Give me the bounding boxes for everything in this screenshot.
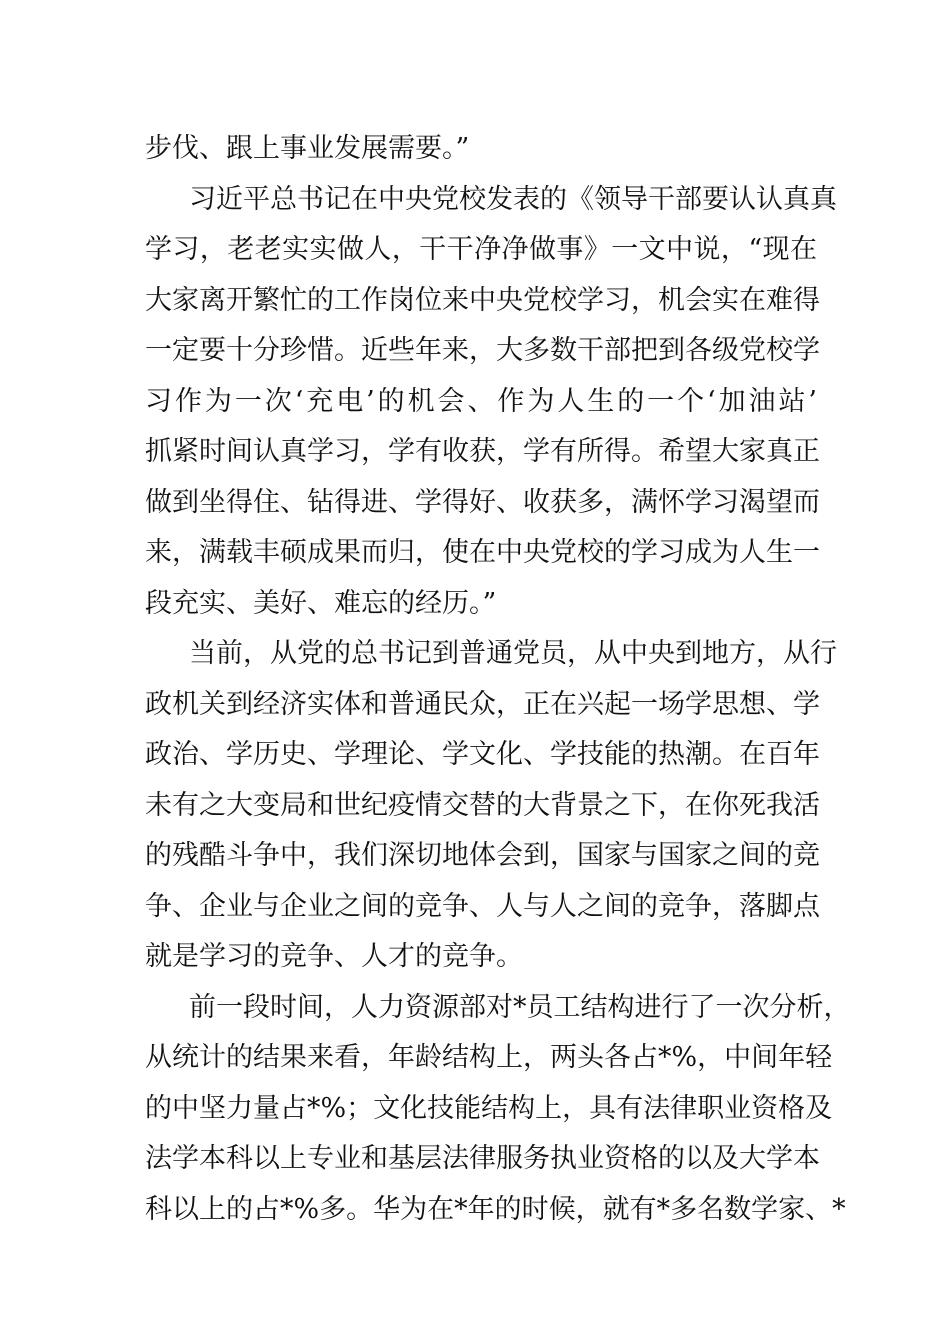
text-line: 来，满载丰硕成果而归，使在中央党校的学习成为人生一 [145,537,820,568]
text-line: 步伐、跟上事业发展需要。” [145,133,470,164]
text-line: 做到坐得住、钻得进、学得好、收获多，满怀学习渴望而 [145,486,820,518]
text-line: 大家离开繁忙的工作岗位来中央党校学习，机会实在难得 [145,284,820,316]
text-line: 的残酷斗争中，我们深切地体会到，国家与国家之间的竞 [145,840,820,871]
text-line: 未有之大变局和世纪疫情交替的大背景之下，在你死我活 [145,789,820,821]
body-text [145,124,851,1235]
text-line: 学习，老老实实做人，干干净净做事》一文中说，“现在 [145,234,817,265]
text-line: 的中坚力量占*%；文化技能结构上，具有法律职业资格及 [145,1092,833,1124]
text-line: 科以上的占*%多。华为在*年的时候，就有*多名数学家、* [145,1193,846,1225]
text-line: 法学本科以上专业和基层法律服务执业资格的以及大学本 [145,1143,820,1174]
text-line: 就是学习的竞争、人才的竞争。 [145,941,523,972]
text-line: 政机关到经济实体和普通民众，正在兴起一场学思想、学 [145,688,820,720]
text-line: 习作为一次‘充电’的机会、作为人生的一个‘加油站’ [145,385,817,417]
text-line: 段充实、美好、难忘的经历。” [145,587,497,619]
text-line: 前一段时间，人力资源部对*员工结构进行了一次分析， [189,991,851,1023]
text-line: 抓紧时间认真学习，学有收获，学有所得。希望大家真正 [145,436,820,467]
text-line: 政治、学历史、学理论、学文化、学技能的热潮。在百年 [145,739,820,770]
text-line: 习近平总书记在中央党校发表的《领导干部要认认真真 [189,183,837,215]
text-line: 从统计的结果来看，年龄结构上，两头各占*%，中间年轻 [145,1042,833,1073]
text-line: 争、企业与企业之间的竞争、人与人之间的竞争，落脚点 [145,890,820,922]
text-line: 一定要十分珍惜。近些年来，大多数干部把到各级党校学 [145,335,820,366]
text-line: 当前，从党的总书记到普通党员，从中央到地方，从行 [189,638,837,669]
